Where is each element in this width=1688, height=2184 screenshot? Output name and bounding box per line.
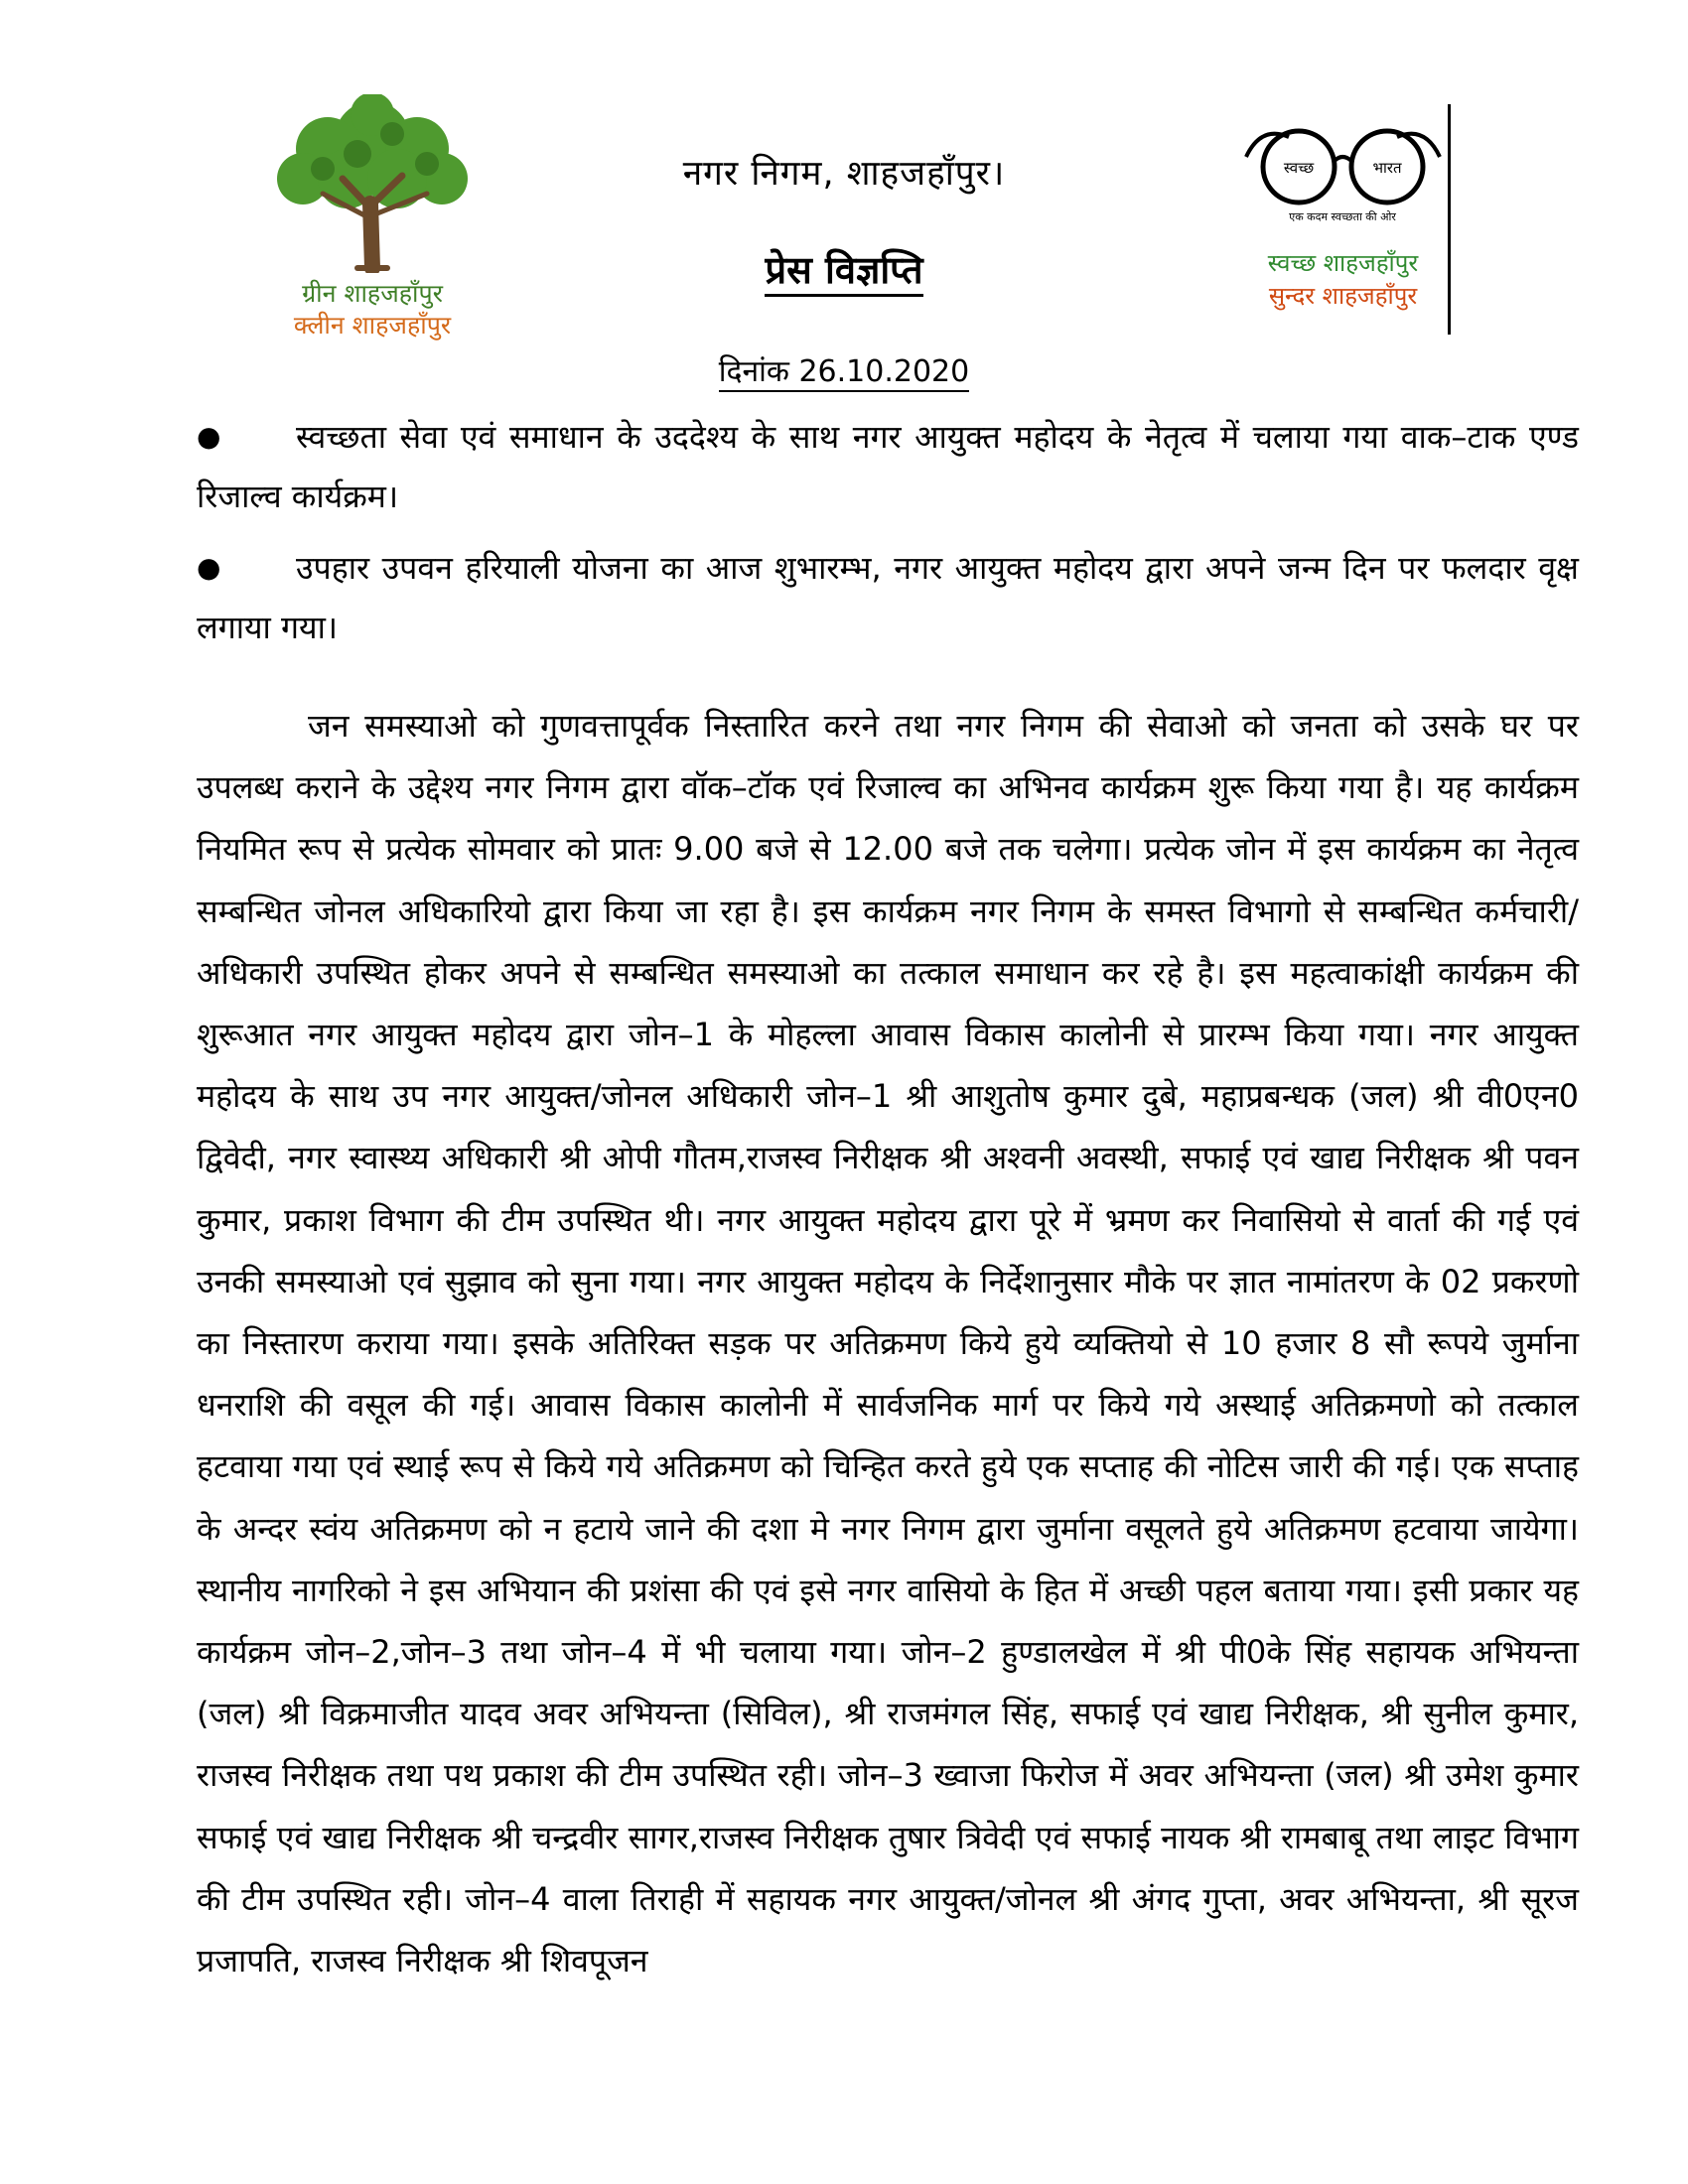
header-divider bbox=[1448, 104, 1451, 335]
press-release-title bbox=[596, 243, 1092, 295]
left-logo-caption-line1: ग्रीन शाहजहाँपुर bbox=[302, 279, 443, 308]
left-logo-caption-line2: क्लीन शाहजहाँपुर bbox=[293, 311, 452, 340]
organization-title: नगर निगम, शाहजहाँपुर। bbox=[682, 154, 1006, 194]
green-shahjahanpur-logo bbox=[253, 94, 492, 342]
bullet-item bbox=[197, 538, 1579, 657]
tree-icon bbox=[263, 94, 482, 273]
bullet-text: स्वच्छता सेवा एवं समाधान के उददेश्य के साथ नगर आयुक्त महोदय के नेतृत्व में चलाया गया वाक–टाक एण्ड रिजाल्व कार्यक्रम। bbox=[197, 418, 1579, 515]
bullet-text: उपहार उपवन हरियाली योजना का आज शुभारम्भ, नगर आयुक्त महोदय द्वारा अपने जन्म दिन पर फलदार वृक्ष लगाया गया। bbox=[197, 549, 1579, 646]
bullet-icon: ● bbox=[197, 551, 221, 584]
right-logo-tagline: एक कदम स्वच्छता की ओर bbox=[1289, 210, 1396, 223]
press-release-title-text: प्रेस विज्ञप्ति bbox=[765, 248, 922, 297]
date-text: दिनांक 26.10.2020 bbox=[719, 354, 969, 392]
date-line bbox=[596, 349, 1092, 390]
bullet-icon: ● bbox=[197, 420, 221, 453]
body-paragraph: जन समस्याओ को गुणवत्तापूर्वक निस्तारित करने तथा नगर निगम की सेवाओ को जनता को उसके घर पर उपलब्ध कराने के उद्देश्य नगर निगम द्वारा वॉक–टॉक एवं रिजाल्व का अभिनव कार्यक्रम शुरू किया गया है। यह कार्यक्रम नियमित रूप से प्रत्येक सोमवार को प्रातः 9.00 बजे से 12.00 बजे तक चलेगा। प्रत्येक जोन में इस कार्यक्रम का नेतृत्व सम्बन्धित जोनल अधिकारियो द्वारा किया जा रहा है। इस कार्यक्रम नगर निगम के समस्त विभागो से सम्बन्धित कर्मचारी/अधिकारी उपस्थित होकर अपने से सम्बन्धित समस्याओ का तत्काल समाधान कर रहे है। इस महत्वाकांक्षी कार्यक्रम की शुरूआत नगर आयुक्त महोदय द्वारा जोन–1 के मोहल्ला आवास विकास कालोनी से प्रारम्भ किया गया। नगर आयुक्त महोदय के साथ उप नगर आयुक्त/जोनल अधिकारी जोन–1 श्री आशुतोष कुमार दुबे, महाप्रबन्धक (जल) श्री वी0एन0 द्विवेदी, नगर स्वास्थ्य अधिकारी श्री ओपी गौतम,राजस्व निरीक्षक श्री अश्वनी अवस्थी, सफाई एवं खाद्य निरीक्षक श्री पवन कुमार, प्रकाश विभाग की टीम उपस्थित थी। नगर आयुक्त महोदय द्वारा पूरे में भ्रमण कर निवासियो से वार्ता की गई एवं उनकी समस्याओ एवं सुझाव को सुना गया। नगर आयुक्त महोदय के निर्देशानुसार मौके पर ज्ञात नामांतरण के 02 प्रकरणो का निस्तारण कराया गया। इसके अतिरिक्त सड़क पर अतिक्रमण किये हुये व्यक्तियो से 10 हजार 8 सौ रूपये जुर्माना धनराशि की वसूल की गई। आवास विकास कालोनी में सार्वजनिक मार्ग पर किये गये अस्थाई अतिक्रमणो को तत्काल हटवाया गया एवं स्थाई रूप से किये गये अतिक्रमण को चिन्हित करते हुये एक सप्ताह की नोटिस जारी की गई। एक सप्ताह के अन्दर स्वंय अतिक्रमण को न हटाये जाने की दशा मे नगर निगम द्वारा जुर्माना वसूलते हुये अतिक्रमण हटवाया जायेगा। स्थानीय नागरिको ने इस अभियान की प्रशंसा की एवं इसे नगर वासियो के हित में अच्छी पहल बताया गया। इसी प्रकार यह कार्यक्रम जोन–2,जोन–3 तथा जोन–4 में भी चलाया गया। जोन–2 हुण्डालखेल में श्री पी0के सिंह सहायक अभियन्ता (जल) श्री विक्रमाजीत यादव अवर अभियन्ता (सिविल), श्री राजमंगल सिंह, सफाई एवं खाद्य निरीक्षक, श्री सुनील कुमार, राजस्व निरीक्षक तथा पथ प्रकाश की टीम उपस्थित रही। जोन–3 ख्वाजा फिरोज में अवर अभियन्ता (जल) श्री उमेश कुमार सफाई एवं खाद्य निरीक्षक श्री चन्द्रवीर सागर,राजस्व निरीक्षक तुषार त्रिवेदी एवं सफाई नायक श्री रामबाबू तथा लाइट विभाग की टीम उपस्थित रही। जोन–4 वाला तिराही में सहायक नगर आयुक्त/जोनल श्री अंगद गुप्ता, अवर अभियन्ता, श्री सूरज प्रजापति, राजस्व निरीक्षक श्री शिवपूजन bbox=[197, 707, 1579, 1980]
bullet-item bbox=[197, 407, 1579, 526]
right-logo-lens-right: भारत bbox=[1372, 159, 1402, 177]
spectacles-icon bbox=[1231, 117, 1455, 236]
right-logo-caption-line1: स्वच्छ शाहजहाँपुर bbox=[1267, 249, 1419, 277]
swachh-bharat-logo bbox=[1231, 117, 1470, 326]
bullet-list bbox=[197, 407, 1579, 669]
right-logo-caption-line2: सुन्दर शाहजहाँपुर bbox=[1268, 282, 1418, 310]
right-logo-lens-left: स्वच्छ bbox=[1283, 159, 1315, 177]
